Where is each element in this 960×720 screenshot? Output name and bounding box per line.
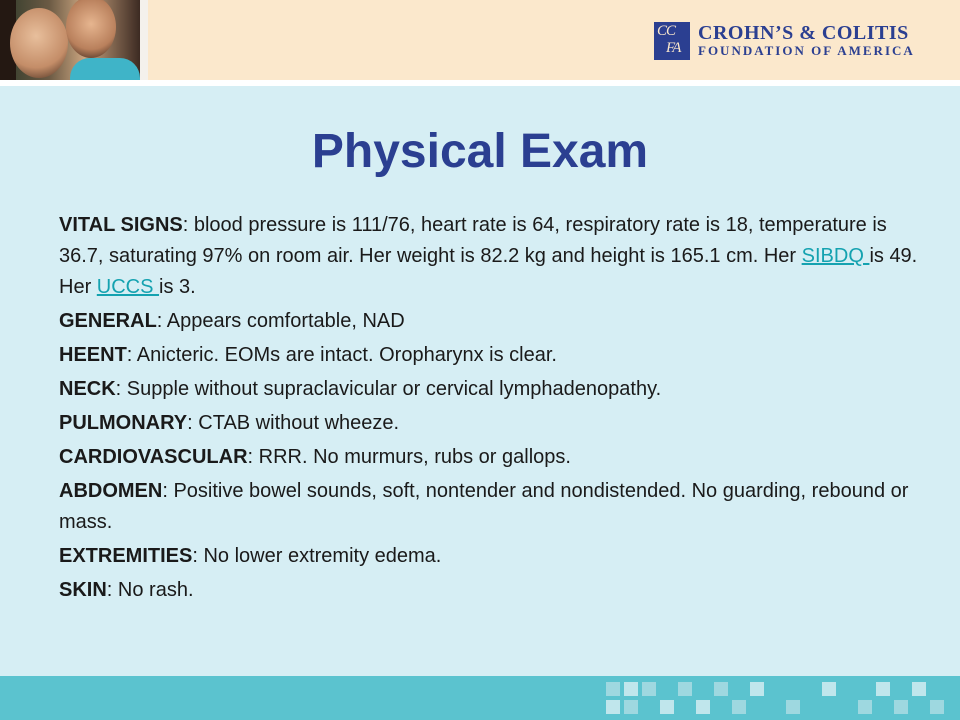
footer-tile xyxy=(696,700,710,714)
footer-tile xyxy=(786,700,800,714)
footer-tile xyxy=(642,682,656,696)
page-title: Physical Exam xyxy=(311,125,649,178)
section-text: : Appears comfortable, NAD xyxy=(156,310,405,332)
section-text: : RRR. No murmurs, rubs or gallops. xyxy=(247,446,571,468)
section-text: is 49. Her xyxy=(59,245,918,298)
section-vital-signs xyxy=(59,210,919,303)
footer-tile xyxy=(606,700,620,714)
footer-tile xyxy=(714,682,728,696)
footer-tile xyxy=(660,700,674,714)
section-label: HEENT xyxy=(59,344,127,366)
footer-tile xyxy=(822,682,836,696)
section-text: : No lower extremity edema. xyxy=(192,545,442,567)
footer-tile xyxy=(912,682,926,696)
header-banner xyxy=(0,0,960,80)
section-general xyxy=(59,306,919,337)
section-label: SKIN xyxy=(59,579,107,601)
section-label: VITAL SIGNS xyxy=(59,214,183,236)
section-abdomen xyxy=(59,476,919,538)
section-label: NECK xyxy=(59,378,116,400)
logo-line-1: CROHN’S & COLITIS xyxy=(698,22,909,44)
section-label: CARDIOVASCULAR xyxy=(59,446,248,468)
section-label: EXTREMITIES xyxy=(59,545,193,567)
footer-tile xyxy=(858,700,872,714)
section-text: : Supple without supraclavicular or cervical lymphadenopathy. xyxy=(115,378,662,400)
photo-border xyxy=(140,0,148,80)
logo-line-2: FOUNDATION OF AMERICA xyxy=(698,43,915,58)
footer-tile xyxy=(894,700,908,714)
footer-tile xyxy=(624,682,638,696)
section-text: : blood pressure is 111/76, heart rate is 64, respiratory rate is 18, temperature is 36.7, saturating 97% on room air. Her weight is 82.2 kg and height is 165.1 cm. Her xyxy=(59,214,887,267)
section-cardiovascular xyxy=(59,442,919,473)
uccs-link[interactable]: UCCS xyxy=(96,276,160,298)
ccfa-logo xyxy=(654,20,915,62)
section-text: : CTAB without wheeze. xyxy=(187,412,400,434)
section-extremities xyxy=(59,541,919,572)
footer-tile xyxy=(606,682,620,696)
header-photo xyxy=(0,0,140,80)
footer-tile xyxy=(876,682,890,696)
section-pulmonary xyxy=(59,408,919,439)
footer-tile xyxy=(930,700,944,714)
section-heent xyxy=(59,340,919,371)
sibdq-link[interactable]: SIBDQ xyxy=(801,245,870,267)
footer-tile xyxy=(732,700,746,714)
section-text: : No rash. xyxy=(106,579,194,601)
section-label: GENERAL xyxy=(59,310,157,332)
exam-body xyxy=(59,210,919,609)
section-text: : Anicteric. EOMs are intact. Oropharynx is clear. xyxy=(126,344,557,366)
section-skin xyxy=(59,575,919,606)
footer-band xyxy=(0,676,960,720)
section-text: is 3. xyxy=(159,276,196,298)
content-area xyxy=(0,86,960,676)
ccfa-logo-mark: CC FA xyxy=(654,22,690,60)
footer-tile xyxy=(678,682,692,696)
ccfa-logo-text xyxy=(698,23,915,59)
section-label: ABDOMEN xyxy=(59,480,163,502)
section-neck xyxy=(59,374,919,405)
footer-tile xyxy=(624,700,638,714)
section-text: : Positive bowel sounds, soft, nontender and nondistended. No guarding, rebound or mass. xyxy=(59,480,909,533)
section-label: PULMONARY xyxy=(59,412,188,434)
footer-tile xyxy=(750,682,764,696)
